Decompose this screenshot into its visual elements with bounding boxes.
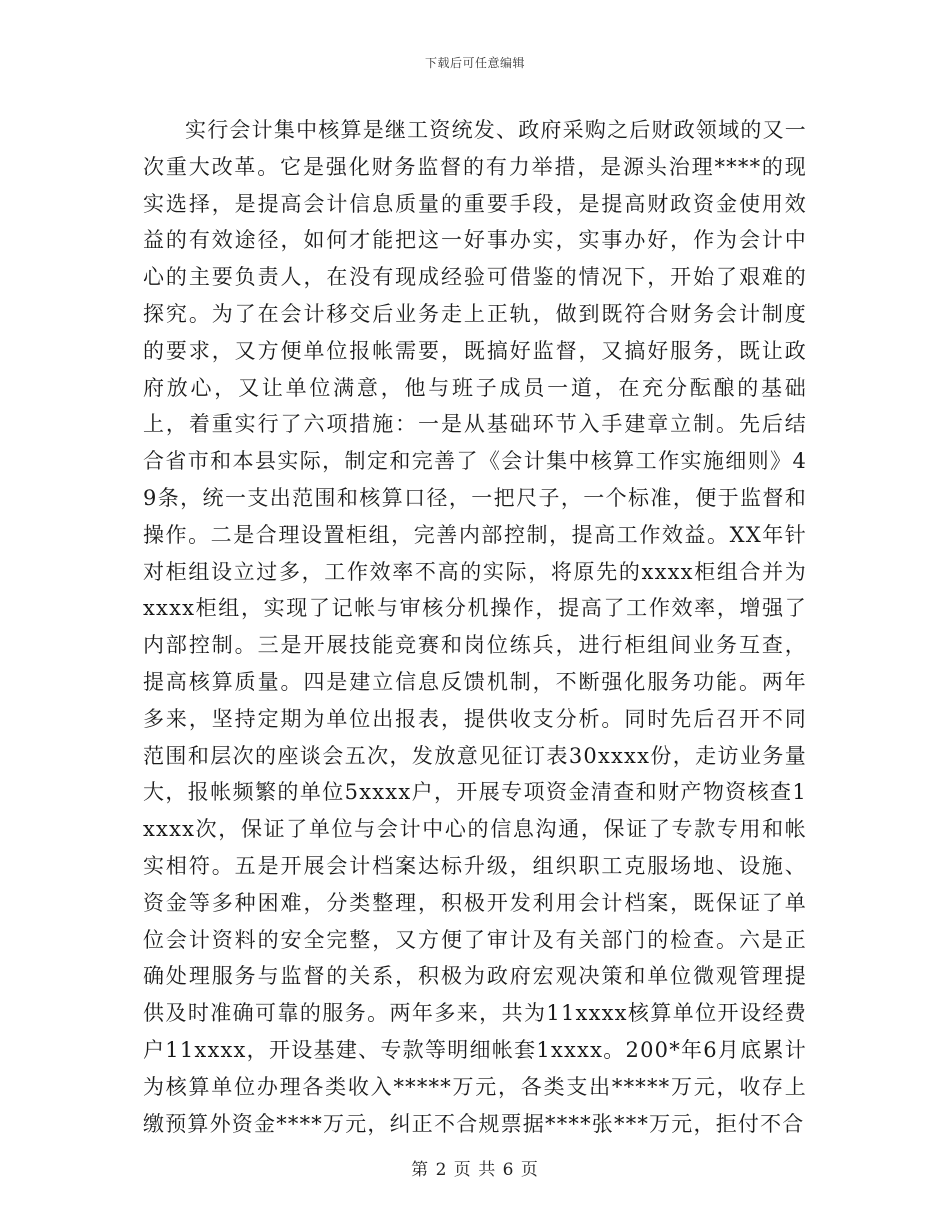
page-header: 下载后可任意编辑 (424, 56, 525, 70)
page-footer: 第 2 页 共 6 页 (411, 1160, 539, 1180)
body-paragraph: 实行会计集中核算是继工资统发、政府采购之后财政领域的又一次重大改革。它是强化财务监督的有力举措，是源头治理****的现实选择，是提高会计信息质量的重要手段，是提高财政资金使用效益的有效途径，如何才能把这一好事办实，实事办好，作为会计中心的主要负责人，在没有现成经验可借鉴的情况下，开始了艰难的探究。为了在会计移交后业务走上正轨，做到既符合财务会计制度的要求，又方便单位报帐需要，既搞好监督，又搞好服务，既让政府放心，又让单位满意，他与班子成员一道，在充分酝酿的基础上，着重实行了六项措施：一是从基础环节入手建章立制。先后结合省市和本县实际，制定和完善了《会计集中核算工作实施细则》49条，统一支出范围和核算口径，一把尺子，一个标准，便于监督和操作。二是合理设置柜组，完善内部控制，提高工作效益。XX年针对柜组设立过多，工作效率不高的实际，将原先的xxxx柜组合并为xxxx柜组，实现了记帐与审核分机操作，提高了工作效率，增强了内部控制。三是开展技能竞赛和岗位练兵，进行柜组间业务互查，提高核算质量。四是建立信息反馈机制，不断强化服务功能。两年多来，坚持定期为单位出报表，提供收支分析。同时先后召开不同范围和层次的座谈会五次，发放意见征订表30xxxx份，走访业务量大，报帐频繁的单位5xxxx户，开展专项资金清查和财产物资核查1xxxx次，保证了单位与会计中心的信息沟通，保证了专款专用和帐实相符。五是开展会计档案达标升级，组织职工克服场地、设施、资金等多种困难，分类整理，积极开发利用会计档案，既保证了单位会计资料的安全完整，又方便了审计及有关部门的检查。六是正确处理服务与监督的关系，积极为政府宏观决策和单位微观管理提供及时准确可靠的服务。两年多来，共为11xxxx核算单位开设经费户11xxxx，开设基建、专款等明细帐套1xxxx。200*年6月底累计为核算单位办理各类收入*****万元，各类支出*****万元，收存上缴预算外资金****万元，纠正不合规票据****张***万元，拒付不合 (143, 118, 807, 1136)
